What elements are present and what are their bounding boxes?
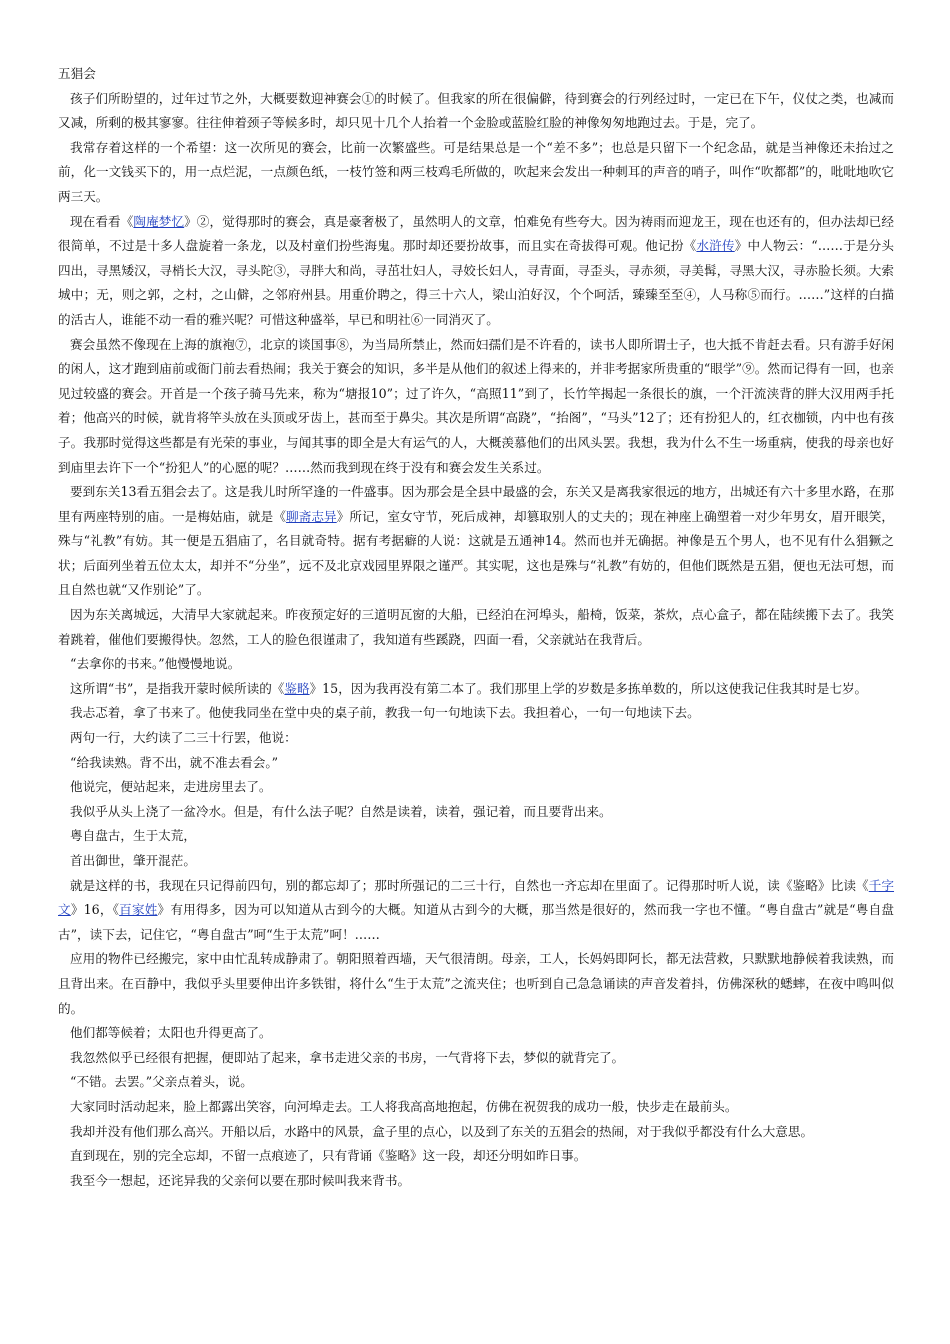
paragraph-3-text-a: 现在看看《 (70, 213, 134, 229)
paragraph-16 (58, 874, 894, 948)
link-baijiaxing[interactable]: 百家姓 (119, 902, 158, 918)
paragraph-6: 因为东关离城远，大清早大家就起来。昨夜预定好的三道明瓦窗的大船，已经泊在河埠头，船椅，饭菜，茶炊，点心盒子，都在陆续搬下去了。我笑着跳着，催他们要搬得快。忽然，工人的脸色很谨肃了，我知道有些蹊跷，四面一看，父亲就站在我背后。 (58, 607, 894, 647)
link-liaozhai-zhiyi[interactable]: 聊斋志异 (286, 508, 337, 524)
paragraph-20: “不错。去罢。”父亲点着头，说。 (70, 1074, 253, 1090)
link-taoan-mengyi[interactable]: 陶庵梦忆 (133, 213, 185, 229)
paragraph-8-text-b: 》15，因为我再没有第二本了。我们那里上学的岁数是多拣单数的，所以这使我记住我其时是七岁。 (309, 680, 868, 696)
paragraph-18: 他们都等候着；太阳也升得更高了。 (70, 1025, 272, 1041)
paragraph-5-text-a: 要到东关13看五猖会去了。这是我儿时所罕逢的一件盛事。因为那会是全县中最盛的会，东关又是离我家很远的地方，出城还有六十多里水路，在那里有两座特别的庙。一是梅姑庙，就是《 (58, 484, 894, 524)
paragraph-5-text-b: 》所记，室女守节，死后成神，却篡取别人的丈夫的；现在神座上确塑着一对少年男女，眉开眼笑，殊与“礼教”有妨。其一便是五猖庙了，名目就奇特。据有考据癖的人说：这就是五通神14。然而也并无确据。神像是五个男人，也不见有什么猖獗之状；后面列坐着五位太太，却并不“分坐”，远不及北京戏园里界限之谨严。其实呢，这也是殊与“礼教”有妨的，但他们既然是五猖，便也无法可想，而且自然也就“又作别论”了。 (58, 508, 895, 598)
paragraph-22: 我却并没有他们那么高兴。开船以后，水路中的风景，盒子里的点心，以及到了东关的五猖会的热闹，对于我似乎都没有什么大意思。 (70, 1123, 814, 1139)
paragraph-9: 我忐忑着，拿了书来了。他使我同坐在堂中央的桌子前，教我一句一句地读下去。我担着心，一句一句地读下去。 (70, 705, 700, 721)
paragraph-10: 两句一行，大约读了二三十行罢，他说： (70, 730, 297, 746)
paragraph-16-text-b: 》16，《 (70, 902, 120, 918)
paragraph-17: 应用的物件已经搬完，家中由忙乱转成静肃了。朝阳照着西墙，天气很清朗。母亲，工人，长妈妈即阿长，都无法营救，只默默地静候着我读熟，而且背出来。在百静中，我似乎头里要伸出许多铁钳，将什么“生于太荒”之流夹住；也听到自己急急诵读的声音发着抖，仿佛深秋的蟋蟀，在夜中鸣叫似的。 (58, 951, 894, 1016)
paragraph-11: “给我读熟。背不出，就不准去看会。” (70, 754, 279, 770)
paragraph-16-text-c: 》有用得多，因为可以知道从古到今的大概。知道从古到今的大概，那当然是很好的，然而我一字也不懂。“粤自盘古”就是“粤自盘古”，读下去，记住它，“粤自盘古”呵“生于太荒”呵！…… (58, 902, 895, 942)
verse-line-1: 粤自盘古，生于太荒， (70, 828, 196, 844)
paragraph-24: 我至今一想起，还诧异我的父亲何以要在那时候叫我来背书。 (70, 1172, 411, 1188)
paragraph-12: 他说完，便站起来，走进房里去了。 (70, 779, 272, 795)
paragraph-5 (58, 480, 894, 603)
paragraph-7: “去拿你的书来。”他慢慢地说。 (70, 656, 241, 672)
paragraph-2: 我常存着这样的一个希望：这一次所见的赛会，比前一次繁盛些。可是结果总是一个“差不多”；也总是只留下一个纪念品，就是当神像还未抬过之前，化一文钱买下的，用一点烂泥，一点颜色纸，一枝竹签和两三枝鸡毛所做的，吹起来会发出一种刺耳的声音的哨子，叫作“吹都都”的，吡吡地吹它两三天。 (58, 139, 894, 204)
document-title: 五猖会 (58, 66, 96, 81)
paragraph-23: 直到现在，别的完全忘却，不留一点痕迹了，只有背诵《鉴略》这一段，却还分明如昨日事。 (70, 1148, 587, 1164)
verse-line-2: 首出御世，肇开混茫。 (70, 853, 196, 868)
link-jianlue[interactable]: 鉴略 (284, 680, 310, 696)
paragraph-3 (58, 210, 894, 333)
paragraph-3-text-c: 》中人物云：“……于是分头四出，寻黑矮汉，寻梢长大汉，寻头陀③，寻胖大和尚，寻茁壮妇人，寻姣长妇人，寻青面，寻歪头，寻赤须，寻美髯，寻黑大汉，寻赤脸长须。大索城中；无，则之郭，之村，之山僻，之邻府州县。用重价聘之，得三十六人，梁山泊好汉，个个呵活，臻臻至至④，人马称⑤而行。……”这样的白描的活古人，谁能不动一看的雅兴呢？可惜这种盛举，早已和明社⑥一同消灭了。 (58, 238, 895, 327)
paragraph-8 (58, 677, 894, 702)
paragraph-1: 孩子们所盼望的，过年过节之外，大概要数迎神赛会①的时候了。但我家的所在很偏僻，待到赛会的行列经过时，一定已在下午，仪仗之类，也减而又减，所剩的极其寥寥。往往伸着颈子等候多时，却只见十几个人抬着一个金脸或蓝脸红脸的神像匆匆地跑过去。于是，完了。 (58, 90, 894, 131)
link-shuihu-zhuan[interactable]: 水浒传 (696, 238, 735, 254)
paragraph-21: 大家同时活动起来，脸上都露出笑容，向河埠走去。工人将我高高地抱起，仿佛在祝贺我的成功一般，快步走在最前头。 (70, 1098, 738, 1114)
document-body (58, 62, 894, 1193)
paragraph-3-text-b: 》②，觉得那时的赛会，真是豪奢极了，虽然明人的文章，怕难免有些夸大。因为祷雨而迎龙王，现在也还有的，但办法却已经很简单，不过是十多人盘旋着一条龙，以及村童们扮些海鬼。那时却还要扮故事，而且实在奇拔得可观。他记扮《 (58, 213, 895, 254)
link-qianziwen[interactable]: 千字文 (58, 877, 895, 918)
paragraph-13: 我似乎从头上浇了一盆冷水。但是，有什么法子呢？自然是读着，读着，强记着，而且要背出来。 (70, 803, 612, 819)
paragraph-16-text-a: 就是这样的书，我现在只记得前四句，别的都忘却了；那时所强记的二三十行，自然也一齐忘却在里面了。记得那时听人说，读《鉴略》比读《 (70, 877, 869, 893)
paragraph-19: 我忽然似乎已经很有把握，便即站了起来，拿书走进父亲的书房，一气背将下去，梦似的就背完了。 (70, 1049, 625, 1065)
paragraph-4: 赛会虽然不像现在上海的旗袍⑦，北京的谈国事⑧，为当局所禁止，然而妇孺们是不许看的，读书人即所谓士子，也大抵不肯赶去看。只有游手好闲的闲人，这才跑到庙前或衙门前去看热闹；我关于赛会的知识，多半是从他们的叙述上得来的，并非考据家所贵重的“眼学”⑨。然而记得有一回，也亲见过较盛的赛会。开首是一个孩子骑马先来，称为“塘报10”；过了许久，“高照11”到了，长竹竿揭起一条很长的旗，一个汗流浃背的胖大汉用两手托着；他高兴的时候，就肯将竿头放在头顶或牙齿上，甚而至于鼻尖。其次是所谓“高跷”，“抬阁”，“马头”12了；还有扮犯人的，红衣枷锁，内中也有孩子。我那时觉得这些都是有光荣的事业，与闻其事的即全是大有运气的人，大概羡慕他们的出风头罢。我想，我为什么不生一场重病，使我的母亲也好到庙里去许下一个“扮犯人”的心愿的呢？……然而我到现在终于没有和赛会发生关系过。 (58, 336, 894, 475)
paragraph-8-text-a: 这所谓“书”，是指我开蒙时候所读的《 (70, 680, 285, 696)
